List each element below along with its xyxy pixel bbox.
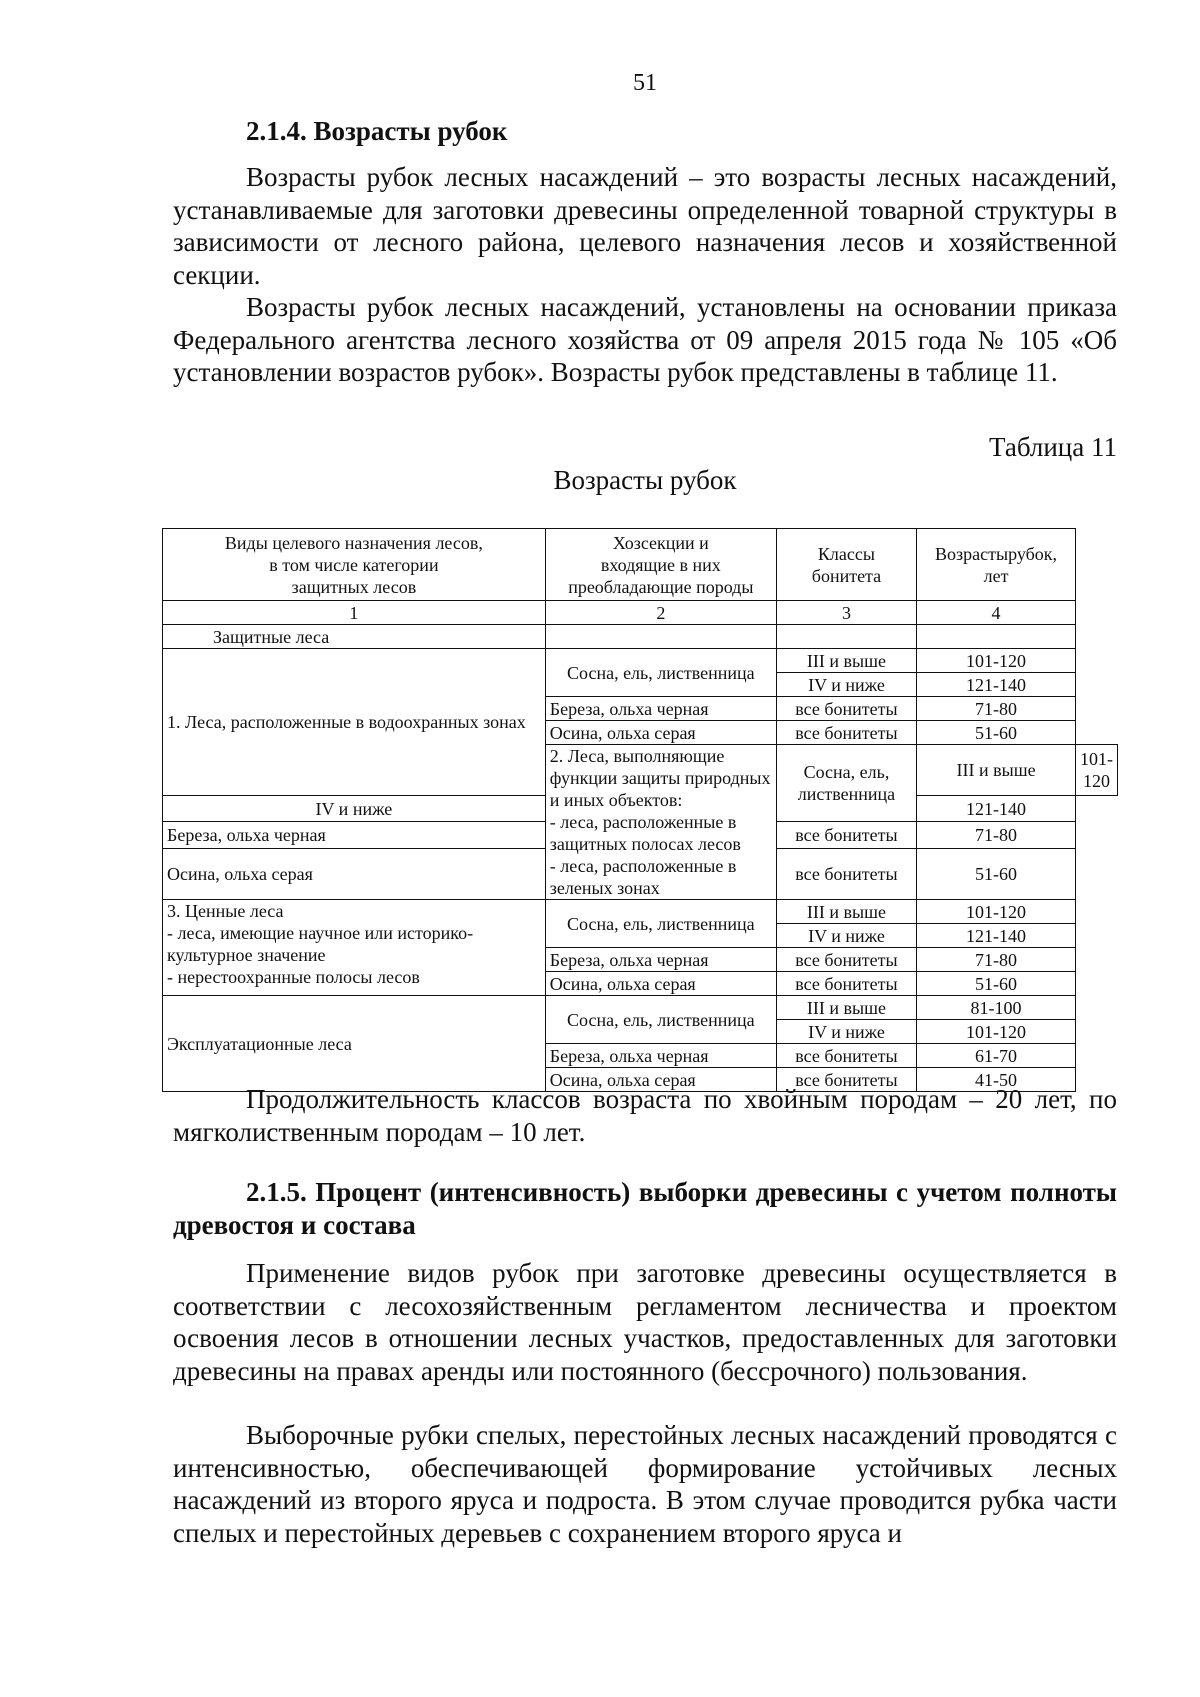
species-cell: Сосна, ель, лиственница	[776, 745, 916, 822]
age-cell: 51-60	[917, 849, 1076, 900]
bonitet-cell: все бонитеты	[776, 948, 916, 972]
column-number: 2	[545, 601, 776, 625]
species-cell: Осина, ольха серая	[163, 849, 546, 900]
age-cell: 101-120	[917, 900, 1076, 924]
paragraph-2: Возрасты рубок лесных насаждений, установлены на основании приказа Федерального агентства лесного хозяйства от 09 апреля 2015 года № 105 «Об установлении возрастов рубок». Возрасты рубок представлены в таблице 11.	[173, 292, 1117, 387]
group-name: 1. Леса, расположенные в водоохранных зонах	[163, 649, 546, 796]
table-label: Таблица 11	[989, 432, 1117, 462]
column-number: 1	[163, 601, 546, 625]
header-forest-purpose: Виды целевого назначения лесов, в том числе категории защитных лесов	[163, 529, 546, 601]
header-species: Хозсекции и входящие в них преобладающие породы	[545, 529, 776, 601]
age-cell: 51-60	[917, 972, 1076, 996]
species-cell: Осина, ольха серая	[545, 1068, 776, 1092]
bonitet-cell: все бонитеты	[776, 849, 916, 900]
bonitet-cell: все бонитеты	[776, 1044, 916, 1068]
species-cell: Береза, ольха черная	[545, 948, 776, 972]
bonitet-cell: все бонитеты	[776, 1068, 916, 1092]
bonitet-cell: III и выше	[776, 996, 916, 1020]
age-cell: 121-140	[917, 924, 1076, 948]
section-row-protective-forests: Защитные леса	[163, 625, 546, 649]
paragraph-age-class-duration: Продолжительность классов возраста по хвойным породам – 20 лет, по мягколиственным породам – 10 лет.	[173, 1084, 1117, 1147]
age-cell: 101-120	[1076, 745, 1118, 796]
group-name: 2. Леса, выполняющие функции защиты природных и иных объектов: - леса, расположенные в защитных полосах лесов - леса, расположенные в зеленых зонах	[545, 745, 776, 900]
page-number: 51	[633, 70, 657, 96]
age-cell: 121-140	[917, 673, 1076, 697]
group-name: Эксплуатационные леса	[163, 996, 546, 1092]
bonitet-cell: все бонитеты	[776, 822, 916, 849]
bonitet-cell: III и выше	[776, 649, 916, 673]
bonitet-cell: III и выше	[776, 900, 916, 924]
age-cell: 121-140	[917, 795, 1076, 822]
bonitet-cell: все бонитеты	[776, 697, 916, 721]
column-number: 4	[917, 601, 1076, 625]
species-cell: Сосна, ель, лиственница	[545, 996, 776, 1044]
age-cell: 81-100	[917, 996, 1076, 1020]
column-number: 3	[776, 601, 916, 625]
age-cell: 71-80	[917, 948, 1076, 972]
bonitet-cell: все бонитеты	[776, 721, 916, 745]
age-cell: 41-50	[917, 1068, 1076, 1092]
paragraph-4: Выборочные рубки спелых, перестойных лесных насаждений проводятся с интенсивностью, обеспечивающей формирование устойчивых лесных насаждений из второго яруса и подроста. В этом случае проводится рубка части спелых и перестойных деревьев с сохранением второго яруса и	[173, 1420, 1117, 1548]
paragraph-1: Возрасты рубок лесных насаждений – это возрасты лесных насаждений, устанавливаемые для заготовки древесины определенной товарной структуры в зависимости от лесного района, целевого назначения лесов и хозяйственной секции.	[173, 162, 1117, 290]
age-cell: 71-80	[917, 822, 1076, 849]
header-bonitet: Классы бонитета	[776, 529, 916, 601]
species-cell: Сосна, ель, лиственница	[545, 649, 776, 697]
paragraph-3: Применение видов рубок при заготовке древесины осуществляется в соответствии с лесохозяйственным регламентом лесничества и проектом освоения лесов в отношении лесных участков, предоставленных для заготовки древесины на правах аренды или постоянного (бессрочного) пользования.	[173, 1258, 1117, 1386]
header-cutting-age: Возрастырубок, лет	[917, 529, 1076, 601]
bonitet-cell: IV и ниже	[776, 1020, 916, 1044]
section-heading-2-1-4: 2.1.4. Возрасты рубок	[246, 116, 508, 146]
age-cell: 101-120	[917, 1020, 1076, 1044]
bonitet-cell: III и выше	[917, 745, 1076, 796]
bonitet-cell: IV и ниже	[776, 673, 916, 697]
species-cell: Береза, ольха черная	[545, 697, 776, 721]
bonitet-cell: все бонитеты	[776, 972, 916, 996]
cutting-ages-table	[162, 528, 1118, 1092]
species-cell: Сосна, ель, лиственница	[545, 900, 776, 948]
species-cell: Береза, ольха черная	[545, 1044, 776, 1068]
bonitet-cell: IV и ниже	[776, 924, 916, 948]
age-cell: 101-120	[917, 649, 1076, 673]
age-cell: 71-80	[917, 697, 1076, 721]
age-cell: 61-70	[917, 1044, 1076, 1068]
table-title: Возрасты рубок	[553, 465, 737, 495]
species-cell: Береза, ольха черная	[163, 822, 546, 849]
section-heading-2-1-5: 2.1.5. Процент (интенсивность) выборки древесины с учетом полноты древостоя и состава	[173, 1177, 1117, 1240]
species-cell: Осина, ольха серая	[545, 721, 776, 745]
group-name: 3. Ценные леса - леса, имеющие научное или историко-культурное значение - нерестоохранные полосы лесов	[163, 900, 546, 996]
age-cell: 51-60	[917, 721, 1076, 745]
bonitet-cell: IV и ниже	[163, 795, 546, 822]
species-cell: Осина, ольха серая	[545, 972, 776, 996]
